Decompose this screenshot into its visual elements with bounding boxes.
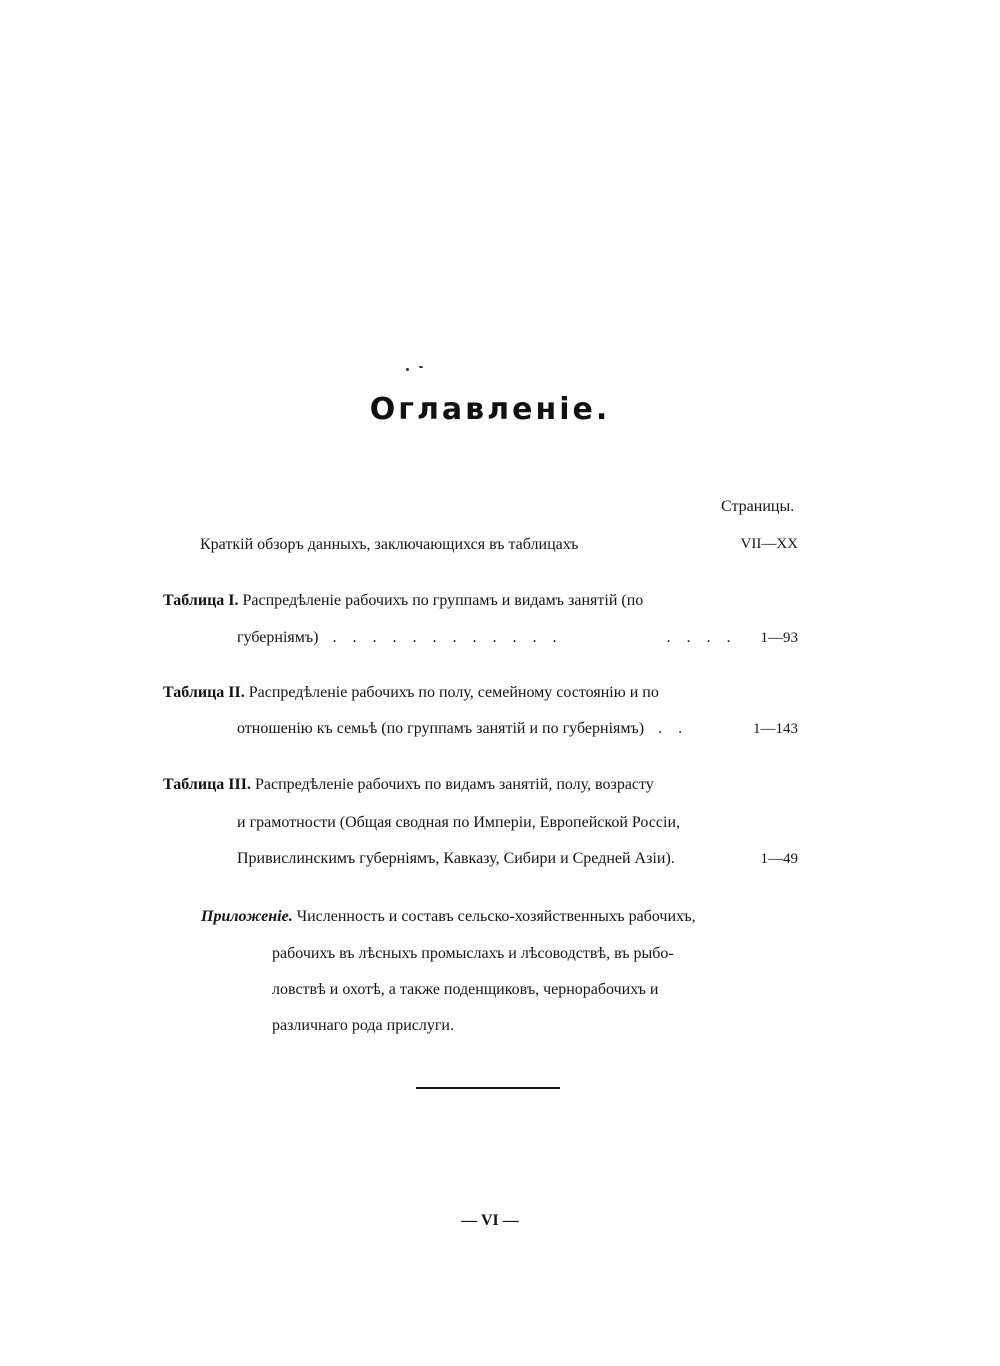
- appendix-text: различнаго рода прислуги.: [272, 1017, 454, 1034]
- toc-entry-continuation: [237, 814, 680, 832]
- appendix-text: ловствѣ и охотѣ, а также поденщиковъ, чернорабочихъ и: [272, 981, 659, 998]
- toc-entry-continuation: [237, 629, 736, 647]
- toc-page-range: VII—XX: [740, 536, 798, 552]
- toc-entry-text: губерніямъ): [237, 629, 319, 646]
- toc-entry-text: Распредѣленіе рабочихъ по видамъ занятій, полу, возрасту: [254, 776, 654, 793]
- appendix-continuation: [272, 981, 658, 999]
- toc-page-range: 1—49: [760, 851, 798, 867]
- toc-entry-continuation: [237, 850, 675, 868]
- toc-page-range: 1—93: [760, 630, 798, 646]
- toc-page-range: 1—143: [753, 721, 798, 737]
- dot-leader: . .: [648, 720, 689, 737]
- page-number: — VI —: [461, 1212, 519, 1229]
- toc-entry-table-2: [163, 684, 659, 702]
- toc-entry-text: отношенію къ семьѣ (по группамъ занятій и по губерніямъ): [237, 720, 645, 737]
- appendix-continuation: [272, 945, 674, 963]
- toc-appendix: [201, 908, 696, 926]
- toc-entry-text: Распредѣленіе рабочихъ по группамъ и видамъ занятій (по: [242, 592, 644, 609]
- toc-entry-continuation: [237, 720, 688, 738]
- pages-column-header: Страницы.: [721, 498, 795, 515]
- toc-entry-text: и грамотности (Общая сводная по Имперіи, Европейской Россіи,: [237, 814, 681, 831]
- toc-entry-table-1: [163, 592, 643, 610]
- dot-leader: . . . .: [666, 629, 737, 646]
- dot-leader: . . . . . . . . . . . .: [322, 629, 563, 646]
- toc-entry-text: Краткій обзоръ данныхъ, заключающихся въ таблицахъ: [200, 536, 579, 553]
- ink-speck: [406, 368, 409, 371]
- toc-entry-label: Таблица I.: [163, 592, 239, 609]
- ink-speck: [419, 366, 423, 368]
- toc-entry-overview: [200, 536, 578, 554]
- appendix-text: Численность и составъ сельско-хозяйственныхъ рабочихъ,: [296, 908, 696, 925]
- toc-entry-text: Привислинскимъ губерніямъ, Кавказу, Сибири и Средней Азіи).: [237, 850, 675, 867]
- appendix-continuation: [272, 1017, 454, 1035]
- page-title: Оглавленіе.: [369, 392, 611, 427]
- toc-entry-label: Таблица III.: [163, 776, 251, 793]
- end-rule: [416, 1087, 560, 1089]
- appendix-label: Приложеніе.: [201, 908, 293, 925]
- appendix-text: рабочихъ въ лѣсныхъ промыслахъ и лѣсоводствѣ, въ рыбо-: [272, 945, 674, 962]
- toc-entry-label: Таблица II.: [163, 684, 245, 701]
- toc-entry-text: Распредѣленіе рабочихъ по полу, семейному состоянію и по: [248, 684, 659, 701]
- toc-entry-table-3: [163, 776, 654, 794]
